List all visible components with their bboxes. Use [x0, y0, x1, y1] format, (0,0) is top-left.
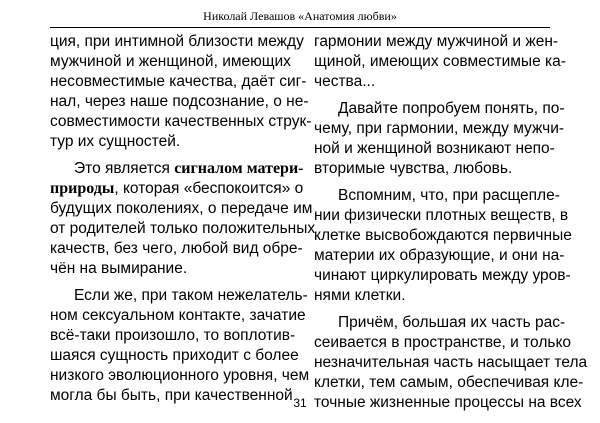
header-rule [50, 27, 550, 28]
text-line: Давайте попробуем понять, по- [338, 100, 565, 117]
text-line [50, 179, 304, 199]
text-line: нии физически плотных веществ, в [314, 207, 569, 224]
paragraph-mother-nature [50, 159, 316, 279]
text-line [50, 159, 304, 179]
running-header: Николай Левашов «Анатомия любви» [203, 9, 397, 23]
paragraph-dispersion [314, 313, 588, 413]
text-line: тур их сущностей. [50, 133, 181, 150]
page-number: 31 [293, 396, 307, 410]
paragraph-primary-matters [314, 186, 572, 306]
text-line: от родителей только положительных [50, 220, 316, 237]
text-line: будущих поколениях, о передаче им [50, 200, 313, 217]
text-line: несовместимые качества, даёт сиг- [50, 73, 307, 90]
text-line: ной и женщиной возникают непо- [314, 140, 555, 157]
text-run: , которая «беспокоится» о [114, 180, 304, 197]
text-line: всё-таки произошло, то воплотив- [50, 327, 296, 344]
text-line: чему, при гармонии, между мужчи- [314, 120, 565, 137]
paragraph-gap [314, 92, 550, 99]
text-line: точные жизненные процессы на всех [314, 394, 582, 411]
text-line: щиной, имеющих совместимые ка- [314, 53, 566, 70]
paragraph-gap [314, 306, 550, 313]
text-line: качеств, без чего, любой вид обре- [50, 240, 303, 257]
right-column [314, 32, 588, 413]
bold-term: природы [50, 180, 115, 197]
text-line: Вспомним, что, при расщепле- [338, 187, 560, 204]
text-line: ция, при интимной близости между [50, 33, 304, 50]
text-line: совместимости качественных струк- [50, 113, 312, 130]
text-line: клетки, тем самым, обеспечивая кле- [314, 374, 584, 391]
paragraph-continuation [50, 32, 312, 152]
paragraph-gap [314, 179, 550, 186]
paragraph-continuation [314, 32, 566, 92]
text-line: мужчиной и женщиной, имеющих [50, 53, 291, 70]
text-line: Если же, при таком нежелатель- [74, 287, 308, 304]
text-line: незначительная часть насыщает тела [314, 354, 588, 371]
text-line: материи их образующие, и они на- [314, 247, 565, 264]
text-line: чён на вымирание. [50, 260, 188, 277]
text-line: гармонии между мужчиной и жен- [314, 33, 559, 50]
text-line: низкого эволюционного уровня, чем [50, 367, 310, 384]
text-line: клетке высвобождаются первичные [314, 227, 572, 244]
text-line: сеивается в пространстве, и только [314, 334, 572, 351]
paragraph-gap [50, 152, 286, 159]
paragraph-gap [50, 279, 286, 286]
text-line: нал, через наше подсознание, о не- [50, 93, 309, 110]
text-line: вторимые чувства, любовь. [314, 160, 513, 177]
text-line: чинают циркулировать между уров- [314, 267, 571, 284]
paragraph-harmony [314, 99, 565, 179]
text-line: ном сексуальном контакте, зачатие [50, 307, 306, 324]
text-line: нями клетки. [314, 287, 406, 304]
text-line: чества... [314, 73, 376, 90]
bold-term: сигналом матери- [174, 160, 304, 177]
text-line: могла бы быть, при качественной [50, 387, 293, 404]
text-line: шаяся сущность приходит с более [50, 347, 299, 364]
text-run: Это является [74, 160, 175, 177]
text-line: Причём, большая их часть рас- [338, 314, 566, 331]
